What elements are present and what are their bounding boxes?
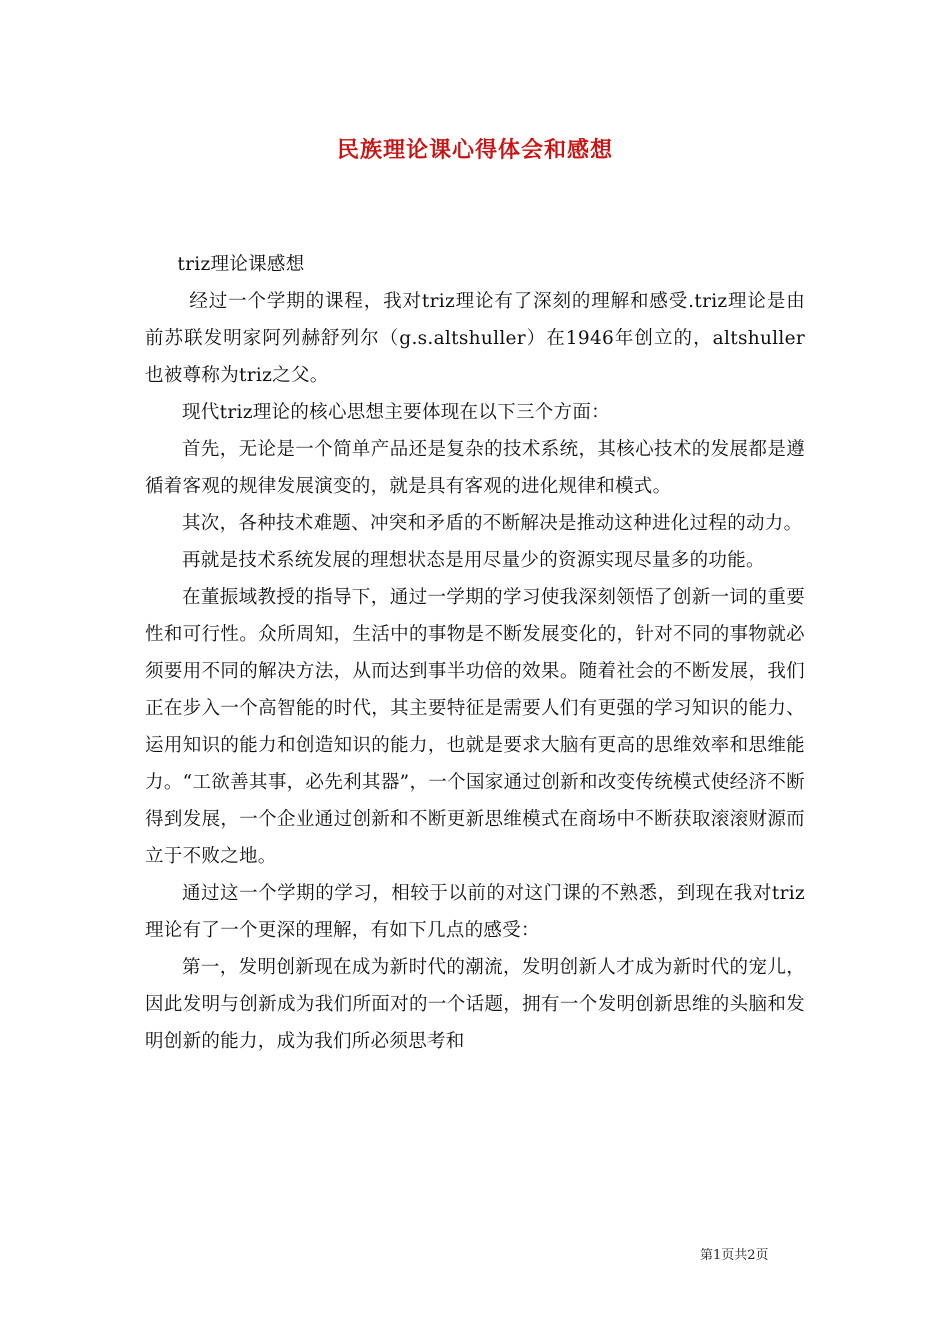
paragraph: 在董振域教授的指导下，通过一学期的学习使我深刻领悟了创新一词的重要性和可行性。众所周知，生活中的事物是不断发展变化的，针对不同的事物就必须要用不同的解决方法，从而达到事半功倍的效果。随着社会的不断发展，我们正在步入一个高智能的时代，其主要特征是需要人们有更强的学习知识的能力、运用知识的能力和创造知识的能力，也就是要求大脑有更高的思维效率和思维能力。“工欲善其事，必先利其器”，一个国家通过创新和改变传统模式使经济不断得到发展，一个企业通过创新和不断更新思维模式在商场中不断获取滚滚财源而立于不败之地。 bbox=[145, 587, 805, 867]
paragraph: 首先，无论是一个简单产品还是复杂的技术系统，其核心技术的发展都是遵循着客观的规律发展演变的，就是具有客观的进化规律和模式。 bbox=[145, 439, 805, 497]
document-title: 民族理论课心得体会和感想 bbox=[336, 137, 613, 163]
paragraph: 其次，各种技术难题、冲突和矛盾的不断解决是推动这种进化过程的动力。 bbox=[182, 513, 803, 534]
paragraph: 现代triz理论的核心思想主要体现在以下三个方面： bbox=[182, 402, 610, 423]
paragraph-subheading: triz理论课感想 bbox=[177, 254, 305, 275]
paragraph: 再就是技术系统发展的理想状态是用尽量少的资源实现尽量多的功能。 bbox=[182, 550, 765, 571]
paragraph: 第一，发明创新现在成为新时代的潮流，发明创新人才成为新时代的宠儿，因此发明与创新成为我们所面对的一个话题，拥有一个发明创新思维的头脑和发明创新的能力，成为我们所必须思考和 bbox=[145, 957, 805, 1052]
page-number-footer: 第1页共2页 bbox=[700, 1248, 769, 1263]
document-body bbox=[145, 246, 805, 1060]
paragraph: 通过这一个学期的学习，相较于以前的对这门课的不熟悉，到现在我对triz理论有了一个更深的理解，有如下几点的感受： bbox=[145, 883, 805, 941]
paragraph: 经过一个学期的课程，我对triz理论有了深刻的理解和感受.triz理论是由前苏联发明家阿列赫舒列尔（g.s.altshuller）在1946年创立的，altshuller也被尊称为triz之父。 bbox=[145, 291, 805, 386]
